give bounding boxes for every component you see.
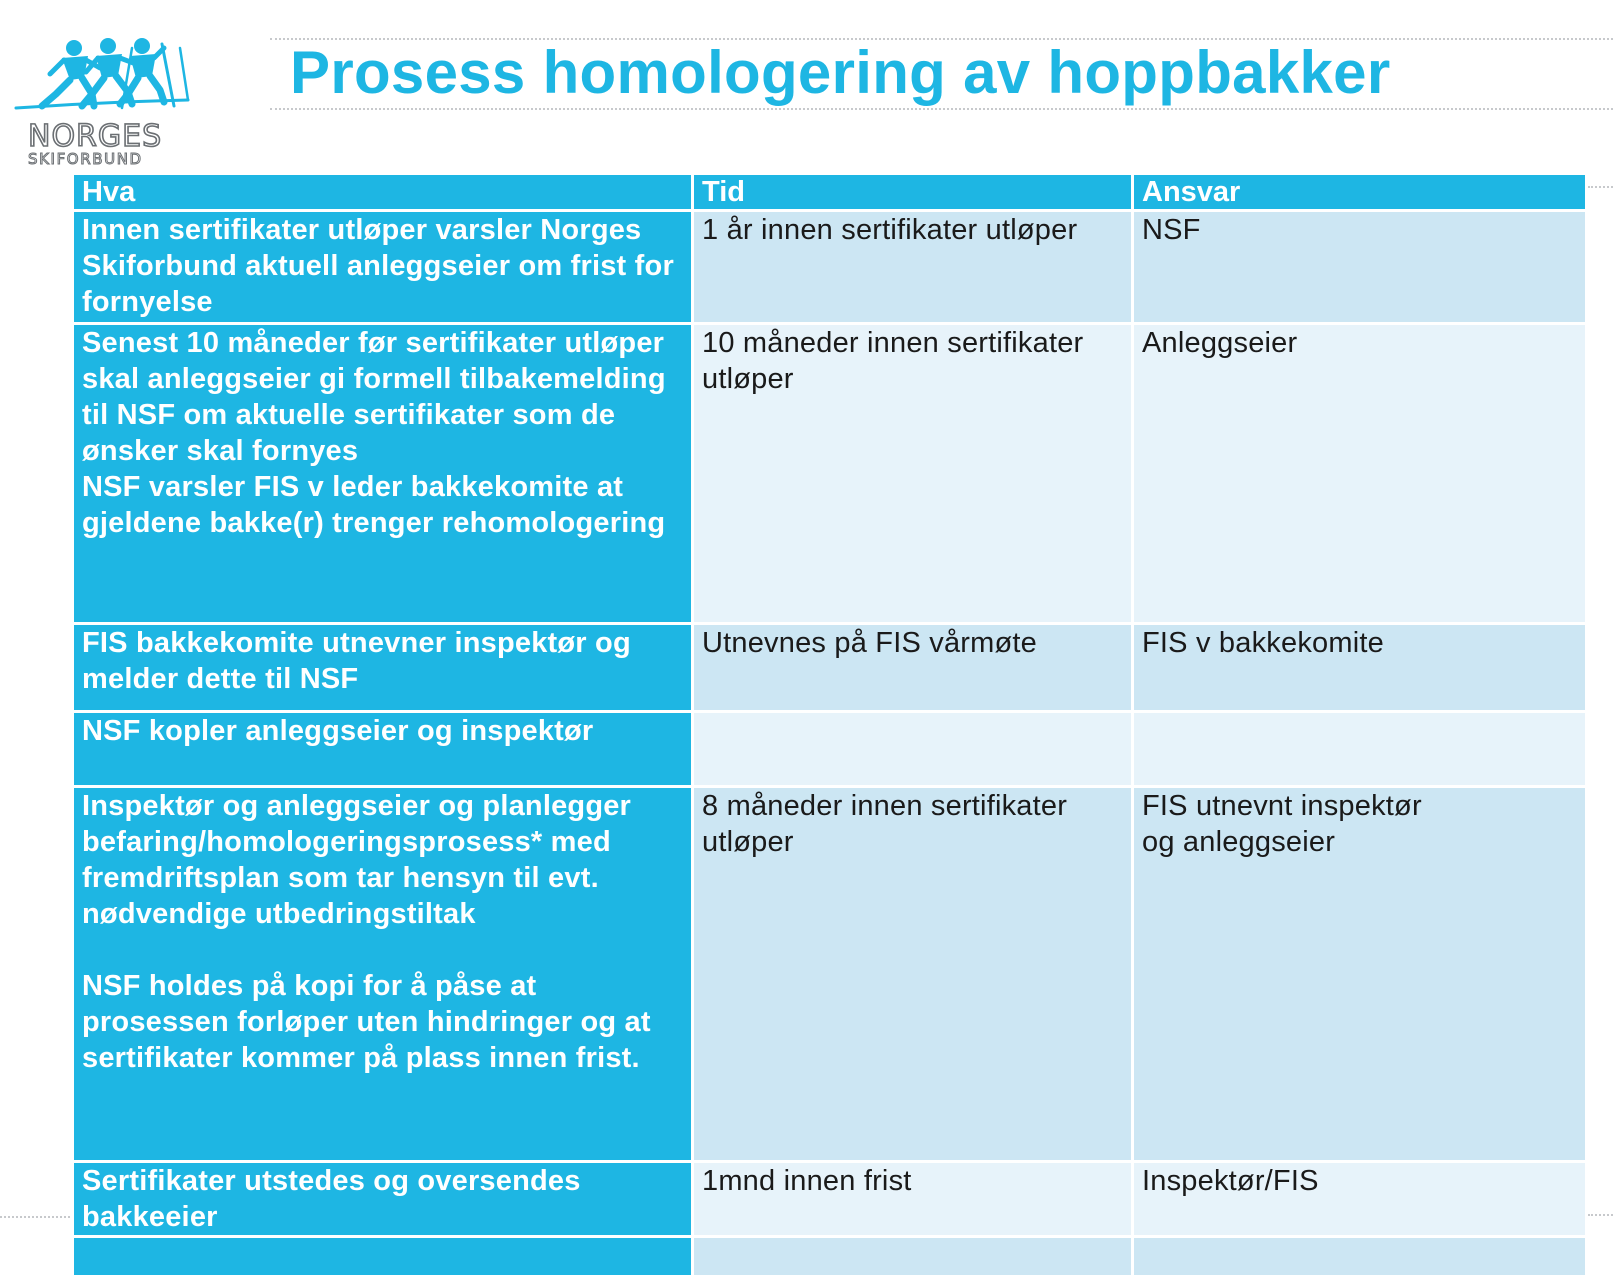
table-row	[73, 1162, 1587, 1237]
cell-hva	[73, 1162, 693, 1237]
hva-text: Sertifikater utstedes og oversendes bakkeeier	[82, 1165, 581, 1233]
cell-hva	[73, 1237, 693, 1277]
cell-tid: 8 måneder innen sertifikater utløper	[693, 787, 1133, 1162]
title-dotted-rule	[270, 108, 1613, 110]
hva-text: Senest 10 måneder før sertifikater utløper skal anleggseier gi formell tilbakemelding til NSF om aktuelle sertifikater som de ønsker skal fornyes	[82, 327, 666, 467]
hva-text: NSF kopler anleggseier og inspektør	[82, 715, 594, 747]
paragraph-gap	[82, 932, 683, 968]
table-row	[73, 712, 1587, 787]
page-title: Prosess homologering av hoppbakker	[290, 39, 1391, 106]
table-row	[73, 211, 1587, 324]
hva-text: NSF holdes på kopi for å påse at prosessen forløper uten hindringer og at sertifikater kommer på plass innen frist.	[82, 970, 651, 1074]
cell-ansvar: Anleggseier	[1133, 324, 1587, 624]
logo-wordmark: NORGES	[28, 119, 163, 154]
cell-tid	[693, 712, 1133, 787]
cell-tid	[693, 1237, 1133, 1277]
cell-ansvar	[1133, 1237, 1587, 1277]
header-ansvar: Ansvar	[1133, 174, 1587, 211]
hva-text: Inspektør og anleggseier og planlegger befaring/homologeringsprosess* med fremdriftsplan som tar hensyn til evt. nødvendige utbedringstiltak	[82, 790, 632, 930]
cell-hva	[73, 712, 693, 787]
cell-hva	[73, 211, 693, 324]
cell-hva	[73, 624, 693, 712]
hva-text: NSF varsler FIS v leder bakkekomite at gjeldene bakke(r) trenger rehomologering	[82, 471, 666, 539]
header-tid: Tid	[693, 174, 1133, 211]
hva-text: Innen sertifikater utløper varsler Norges Skiforbund aktuell anleggseier om frist for fornyelse	[82, 214, 674, 318]
logo-subtitle: SKIFORBUND	[28, 150, 143, 168]
cell-ansvar	[1133, 787, 1587, 1162]
bottom-right-dotted-rule	[1588, 1214, 1613, 1216]
cell-ansvar: FIS v bakkekomite	[1133, 624, 1587, 712]
cell-ansvar: Inspektør/FIS	[1133, 1162, 1587, 1237]
table-header-row	[73, 174, 1587, 211]
norges-skiforbund-logo	[12, 34, 198, 172]
cell-tid: Utnevnes på FIS vårmøte	[693, 624, 1133, 712]
cell-hva	[73, 324, 693, 624]
ski-racers-icon	[12, 34, 198, 126]
hva-text: FIS bakkekomite utnevner inspektør og melder dette til NSF	[82, 627, 631, 695]
cell-ansvar: NSF	[1133, 211, 1587, 324]
cell-hva	[73, 787, 693, 1162]
header-hva: Hva	[73, 174, 693, 211]
table-row	[73, 624, 1587, 712]
process-table	[71, 172, 1588, 1278]
table-row	[73, 324, 1587, 624]
table-row	[73, 1237, 1587, 1277]
bottom-left-dotted-rule	[0, 1216, 70, 1218]
table-row	[73, 787, 1587, 1162]
ansvar-text: FIS utnevnt inspektør og anleggseier	[1142, 790, 1422, 858]
cell-ansvar	[1133, 712, 1587, 787]
cell-tid: 1 år innen sertifikater utløper	[693, 211, 1133, 324]
right-dotted-rule	[1588, 186, 1613, 188]
cell-tid: 10 måneder innen sertifikater utløper	[693, 324, 1133, 624]
cell-tid: 1mnd innen frist	[693, 1162, 1133, 1237]
